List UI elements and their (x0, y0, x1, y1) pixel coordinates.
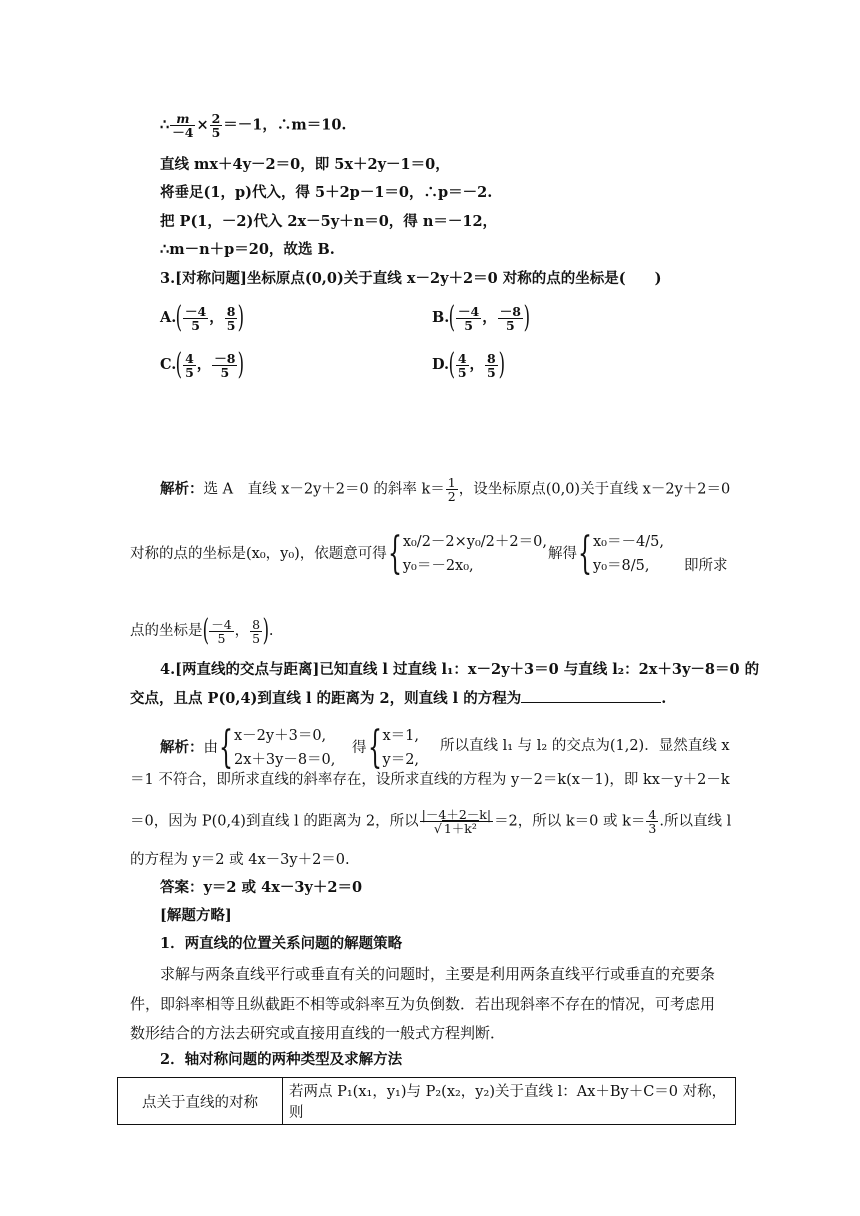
solution-text: 点的坐标是 (130, 623, 203, 639)
fraction-2-over-5 (210, 112, 223, 139)
strategy-title: [解题方略] (160, 907, 232, 924)
frac-den: 5 (226, 317, 236, 333)
solution-text: 由 (203, 740, 218, 756)
frac-num: 4 (648, 807, 657, 822)
question-4-stem-1: 4.[两直线的交点与距离]已知直线 l 过直线 l₁：x－2y＋3＝0 与直线 l₂：2x＋3y－8＝0 的 (160, 661, 760, 678)
q3-solution-line-1 (160, 476, 730, 503)
solution-text: .所以直线 l (659, 813, 732, 830)
solution-line-4: 把 P(1，－2)代入 2x－5y＋n＝0，得 n＝－12， (160, 213, 498, 230)
solution-line-1: ∴ $\frac{m}{-4}$ × $\frac{2}{5}$ ＝－1，∴m＝10. (160, 111, 347, 140)
option-d: D.( $\frac{4}{5}$ ， $\frac{8}{5}$ ) (432, 347, 505, 382)
frac-den: 5 (464, 317, 473, 333)
answer-blank (521, 688, 661, 703)
solution-text: ＝2，所以 k＝0 或 k＝ (494, 813, 646, 830)
option-label: D. (432, 356, 450, 373)
question-4-stem-2 (130, 688, 666, 709)
frac-num: 8 (226, 303, 236, 319)
solution-line-2: 直线 mx＋4y－2＝0，即 5x＋2y－1＝0， (160, 156, 450, 173)
q3-solution-line-2c: 即所求 (684, 558, 728, 574)
line-1-tail: ＝－1，∴m＝10. (223, 116, 347, 134)
frac-num: |－4＋2－k| (421, 807, 492, 822)
frac-num: －4 (211, 616, 232, 632)
frac-num: －8 (214, 350, 236, 366)
equation-system (234, 724, 335, 772)
q4-solution-line-1c: 所以直线 l₁ 与 l₂ 的交点为(1,2)．显然直线 x (440, 738, 730, 754)
strategy-paragraph-1-line-1: 求解与两条直线平行或垂直有关的问题时，主要是利用两条直线平行或垂直的充要条 (160, 965, 716, 983)
solution-label: 解析： (160, 739, 204, 756)
frac-num: 8 (252, 616, 261, 632)
strategy-heading-1: 1．两直线的位置关系问题的解题策略 (160, 935, 403, 952)
solution-text: ，设坐标原点(0,0)关于直线 x－2y＋2＝0 (458, 481, 731, 498)
strategy-paragraph-1-line-3: 数形结合的方法去研究或直接用直线的一般式方程判断． (130, 1024, 506, 1042)
equation-system (383, 724, 420, 772)
equation-row: y₀＝8/5, (593, 558, 650, 574)
frac-den: 5 (220, 364, 230, 380)
equation-row: x－2y＋3＝0, (234, 728, 327, 744)
table-row (118, 1078, 736, 1125)
q4-solution-line-2: ＝1 不符合，即所求直线的斜率存在，设所求直线的方程为 y－2＝k(x－1)，即 kx－y＋2－k (130, 772, 730, 788)
stem-end: . (661, 690, 667, 707)
equation-row: x＝1, (382, 728, 420, 744)
option-b: B.( $\frac{-4}{5}$ ， $\frac{-8}{5}$ ) (432, 300, 531, 335)
therefore-symbol: ∴ (160, 116, 170, 134)
q4-solution-line-3 (130, 808, 731, 835)
frac-num: 4 (185, 350, 194, 366)
stem-text: 交点，且点 P(0,4)到直线 l 的距离为 2，则直线 l 的方程为 (130, 690, 522, 707)
frac-den: 5 (191, 317, 200, 333)
frac-num: －8 (499, 303, 521, 319)
option-c: C.( $\frac{4}{5}$ ， $\frac{-8}{5}$ ) (160, 347, 245, 382)
frac-num: －4 (185, 303, 207, 319)
q3-solution-line-2: 对称的点的坐标是(x₀，y₀)，依题意可得{ x₀/2－2×y₀/2＋2＝0, y₀＝－2x₀, (130, 528, 547, 579)
option-a: A.( $\frac{-4}{5}$ ， $\frac{8}{5}$ ) (160, 300, 245, 335)
frac-den: 2 (447, 489, 456, 504)
table-cell-type: 点关于直线的对称 (118, 1078, 283, 1125)
q4-answer: 答案：y＝2 或 4x－3y＋2＝0 (160, 879, 363, 896)
equation-row: 2x＋3y－8＝0, (234, 752, 336, 768)
sqrt-denominator: √ 1＋k² (433, 821, 477, 836)
equation-row: x₀＝－4/5, (593, 534, 664, 550)
table-cell-method: 若两点 P₁(x₁，y₁)与 P₂(x₂，y₂)关于直线 l：Ax＋By＋C＝0 对称，则 (283, 1078, 736, 1125)
frac-den: 5 (487, 364, 496, 380)
frac-num: 8 (487, 350, 496, 366)
solution-text: 解得 (548, 546, 577, 562)
frac-den: 5 (217, 630, 226, 646)
solution-label: 解析： (160, 480, 204, 498)
radicand: 1＋k² (443, 821, 477, 836)
q4-solution-line-4: 的方程为 y＝2 或 4x－3y＋2＝0. (130, 852, 350, 868)
equation-row: x₀/2－2×y₀/2＋2＝0, (402, 534, 547, 550)
solution-text: 对称的点的坐标是(x₀，y₀)，依题意可得 (130, 546, 387, 562)
fraction-m-over-neg4 (170, 112, 195, 139)
equation-system (403, 530, 547, 578)
strategy-paragraph-1-line-2: 件，即斜率相等且纵截距不相等或斜率互为负倒数．若出现斜率不存在的情况，可考虑用 (130, 995, 716, 1013)
frac-den: 5 (252, 630, 261, 646)
equation-system (593, 530, 664, 578)
solution-line-3: 将垂足(1，p)代入，得 5＋2p－1＝0，∴p＝－2. (160, 184, 493, 201)
symmetry-table (117, 1077, 736, 1125)
frac-den: 3 (648, 821, 657, 836)
frac-num: －4 (458, 303, 480, 319)
frac-num: 4 (457, 350, 467, 366)
solution-line-5: ∴m－n＋p＝20，故选 B. (160, 241, 335, 258)
frac-num: m (170, 112, 195, 126)
q4-solution-line-1: 解析：由{ x－2y＋3＝0, 2x＋3y－8＝0, (160, 722, 336, 773)
frac-den: －4 (172, 125, 194, 140)
distance-fraction (420, 808, 493, 835)
frac-num: 1 (447, 475, 456, 490)
option-label: C. (160, 356, 177, 373)
q3-solution-line-2b: 解得{ x₀＝－4/5, y₀＝8/5, (548, 528, 664, 579)
solution-text: 选 A 直线 x－2y＋2＝0 的斜率 k＝ (203, 481, 445, 498)
frac-den: 5 (185, 364, 194, 380)
question-3-stem: 3.[对称问题]坐标原点(0,0)关于直线 x－2y＋2＝0 对称的点的坐标是( ) (160, 270, 662, 287)
frac-den: 5 (505, 317, 515, 333)
equation-row: y₀＝－2x₀, (402, 558, 474, 574)
option-label: A. (160, 309, 177, 326)
solution-text: 得 (352, 740, 367, 756)
option-label: B. (432, 309, 450, 326)
equation-row: y＝2, (382, 752, 420, 768)
frac-num: 2 (211, 111, 221, 126)
solution-text: ＝0，因为 P(0,4)到直线 l 的距离为 2，所以 (130, 813, 419, 830)
frac-den: 5 (457, 364, 467, 380)
frac-den: 5 (211, 125, 221, 140)
strategy-heading-2: 2．轴对称问题的两种类型及求解方法 (160, 1051, 403, 1068)
q3-solution-line-3: 点的坐标是( $\frac{-4}{5}$ ， $\frac{8}{5}$ ). (130, 613, 274, 648)
q4-solution-line-1b: 得{ x＝1, y＝2, (352, 722, 420, 773)
